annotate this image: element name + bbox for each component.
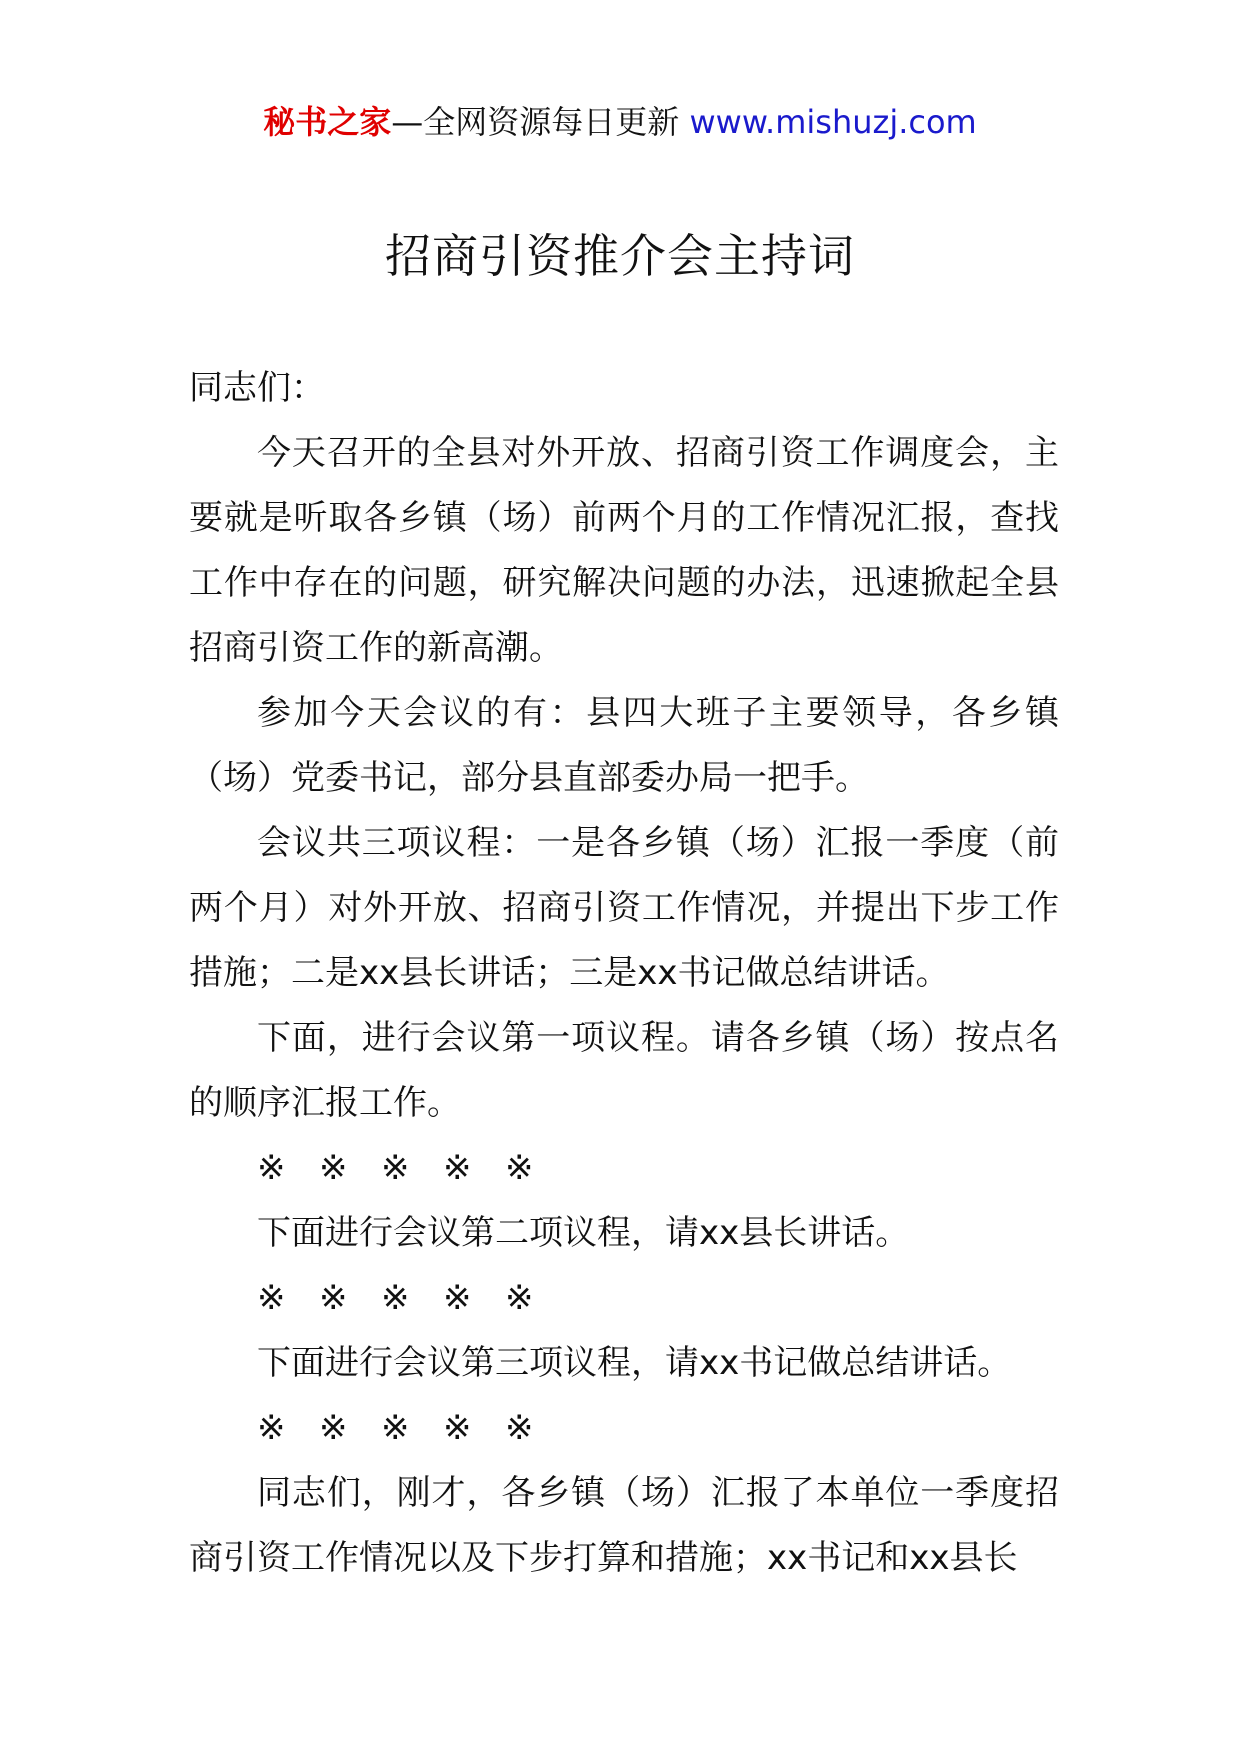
separator-mark: ※ bbox=[505, 1278, 534, 1318]
brand-name: 秘书之家 bbox=[263, 103, 392, 141]
separator-mark: ※ bbox=[257, 1148, 286, 1188]
separator-mark: ※ bbox=[505, 1408, 534, 1448]
separator-mark: ※ bbox=[319, 1408, 348, 1448]
separator-mark: ※ bbox=[381, 1148, 410, 1188]
separator-mark: ※ bbox=[443, 1278, 472, 1318]
site-header bbox=[0, 100, 1240, 144]
paragraph-attendees: 参加今天会议的有：县四大班子主要领导，各乡镇（场）党委书记，部分县直部委办局一把手。 bbox=[189, 693, 1059, 798]
separator-mark: ※ bbox=[443, 1408, 472, 1448]
separator-marks bbox=[189, 1136, 1059, 1201]
separator-mark: ※ bbox=[257, 1408, 286, 1448]
paragraph-closing: 同志们，刚才，各乡镇（场）汇报了本单位一季度招商引资工作情况以及下步打算和措施；xx书记和xx县长 bbox=[189, 1473, 1059, 1578]
greeting: 同志们： bbox=[189, 368, 325, 408]
separator-marks bbox=[189, 1266, 1059, 1331]
separator-marks bbox=[189, 1396, 1059, 1461]
separator-mark: ※ bbox=[257, 1278, 286, 1318]
separator-mark: ※ bbox=[319, 1278, 348, 1318]
separator-mark: ※ bbox=[505, 1148, 534, 1188]
header-tagline: —全网资源每日更新 bbox=[391, 103, 680, 141]
paragraph-first-item: 下面，进行会议第一项议程。请各乡镇（场）按点名的顺序汇报工作。 bbox=[189, 1018, 1059, 1123]
separator-mark: ※ bbox=[443, 1148, 472, 1188]
document-title: 招商引资推介会主持词 bbox=[385, 229, 855, 283]
paragraph-intro: 今天召开的全县对外开放、招商引资工作调度会，主要就是听取各乡镇（场）前两个月的工作情况汇报，查找工作中存在的问题，研究解决问题的办法，迅速掀起全县招商引资工作的新高潮。 bbox=[189, 433, 1059, 668]
document-body bbox=[189, 356, 1059, 1591]
separator-mark: ※ bbox=[381, 1408, 410, 1448]
separator-mark: ※ bbox=[381, 1278, 410, 1318]
site-url-link[interactable]: www.mishuzj.com bbox=[689, 103, 977, 141]
paragraph-agenda: 会议共三项议程：一是各乡镇（场）汇报一季度（前两个月）对外开放、招商引资工作情况，并提出下步工作措施；二是xx县长讲话；三是xx书记做总结讲话。 bbox=[189, 823, 1059, 993]
paragraph-second-item: 下面进行会议第二项议程，请xx县长讲话。 bbox=[257, 1213, 910, 1253]
separator-mark: ※ bbox=[319, 1148, 348, 1188]
paragraph-third-item: 下面进行会议第三项议程，请xx书记做总结讲话。 bbox=[257, 1343, 1012, 1383]
